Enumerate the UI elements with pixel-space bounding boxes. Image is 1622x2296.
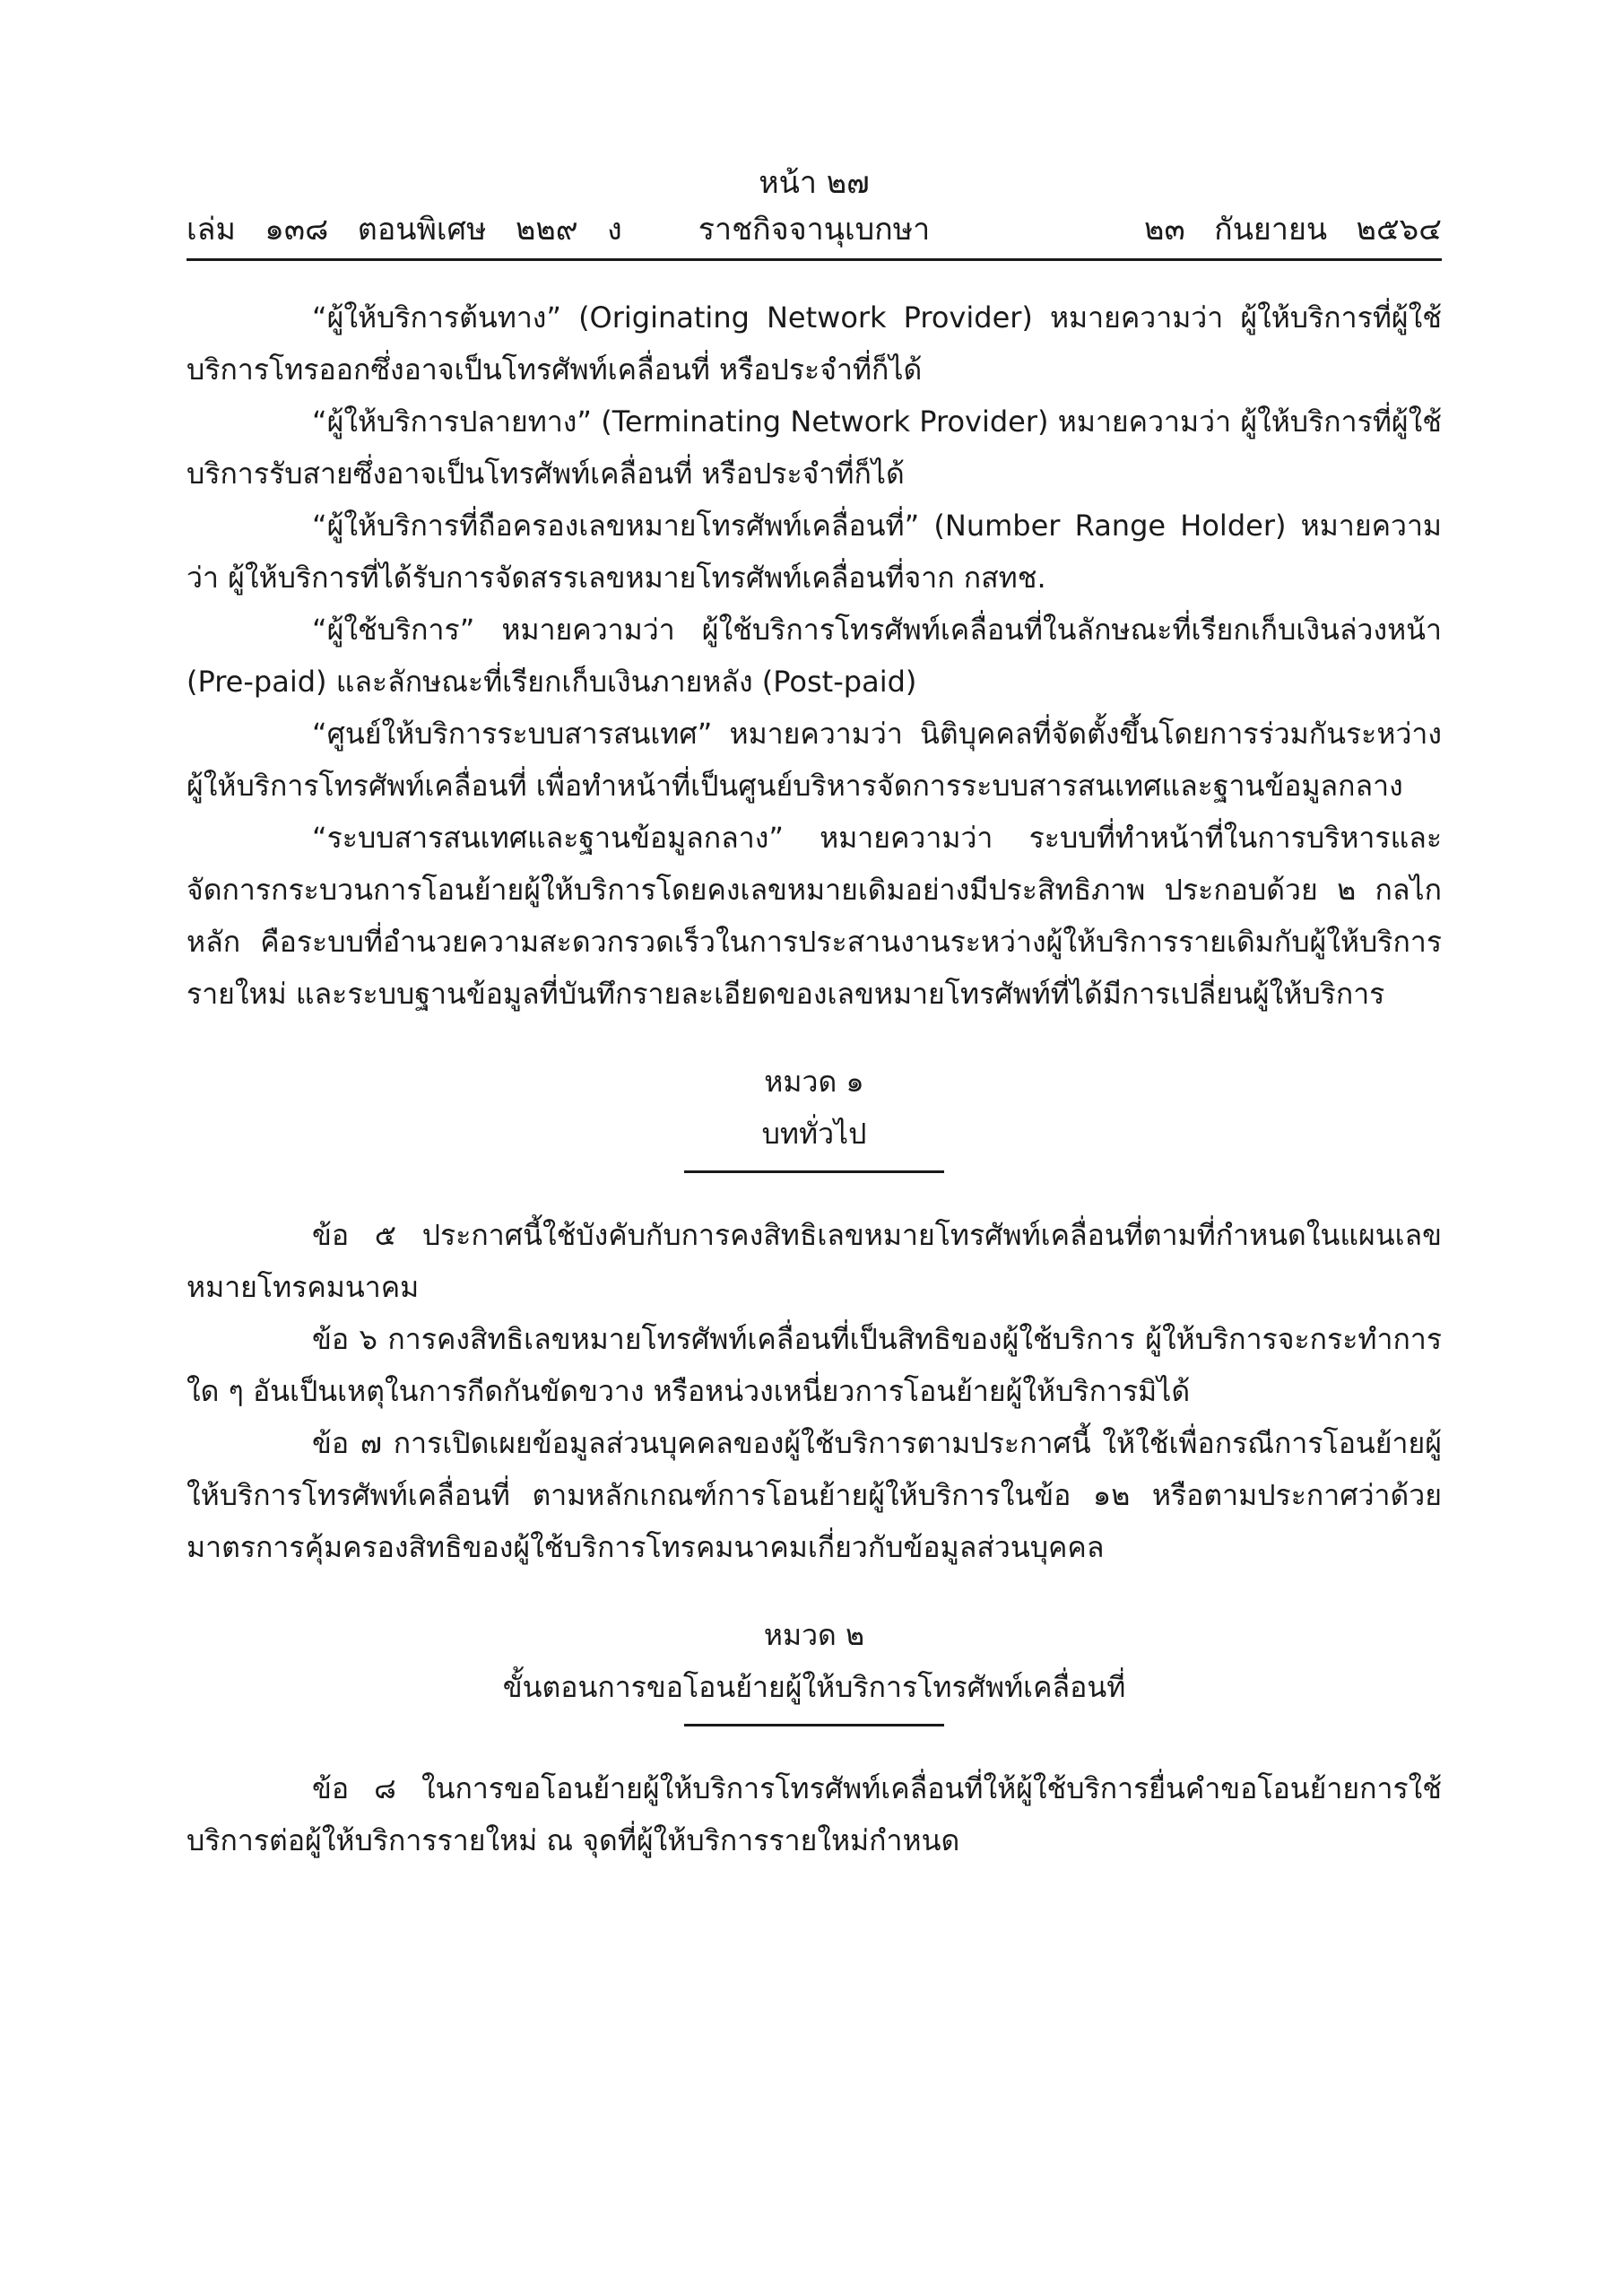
header-divider (186, 258, 1442, 261)
document-body (186, 291, 1442, 1866)
gazette-title: ราชกิจจานุเบกษา (698, 212, 931, 248)
page-number: หน้า ๒๗ (759, 165, 870, 201)
chapter-2-divider (684, 1724, 944, 1726)
definition-terminating-provider: “ผู้ให้บริการปลายทาง” (Terminating Network Provider) หมายความว่า ผู้ให้บริการที่ผู้ใช้บริการรับสายซึ่งอาจเป็นโทรศัพท์เคลื่อนที่ หรือประจำที่ก็ได้ (186, 404, 1442, 491)
gazette-header (186, 204, 1442, 255)
clause-6: ข้อ ๖ การคงสิทธิเลขหมายโทรศัพท์เคลื่อนที่เป็นสิทธิของผู้ใช้บริการ ผู้ให้บริการจะกระทำการใด ๆ อันเป็นเหตุในการกีดกันขัดขวาง หรือหน่วงเหนี่ยวการโอนย้ายผู้ให้บริการมิได้ (186, 1322, 1442, 1408)
chapter-1-title: บททั่วไป (761, 1117, 867, 1151)
clause-5: ข้อ ๕ ประกาศนี้ใช้บังคับกับการคงสิทธิเลขหมายโทรศัพท์เคลื่อนที่ตามที่กำหนดในแผนเลขหมายโทรคมนาคม (186, 1218, 1442, 1304)
volume-issue: เล่ม ๑๓๘ ตอนพิเศษ ๒๒๙ ง (186, 212, 622, 248)
definition-user: “ผู้ใช้บริการ” หมายความว่า ผู้ใช้บริการโทรศัพท์เคลื่อนที่ในลักษณะที่เรียกเก็บเงินล่วงหน้า (Pre-paid) และลักษณะที่เรียกเก็บเงินภายหลัง (Post-paid) (186, 613, 1442, 699)
gazette-page (186, 161, 1442, 1866)
chapter-2-heading (186, 1609, 1442, 1713)
chapter-2-number: หมวด ๒ (763, 1618, 865, 1652)
definition-central-database: “ระบบสารสนเทศและฐานข้อมูลกลาง” หมายความว่า ระบบที่ทำหน้าที่ในการบริหารและจัดการกระบวนการโอนย้ายผู้ให้บริการโดยคงเลขหมายเดิมอย่างมีประสิทธิภาพ ประกอบด้วย ๒ กลไกหลัก คือระบบที่อำนวยความสะดวกรวดเร็วในการประสานงานระหว่างผู้ให้บริการรายเดิมกับผู้ให้บริการรายใหม่ และระบบฐานข้อมูลที่บันทึกรายละเอียดของเลขหมายโทรศัพท์ที่ได้มีการเปลี่ยนผู้ให้บริการ (186, 821, 1442, 1011)
clause-7: ข้อ ๗ การเปิดเผยข้อมูลส่วนบุคคลของผู้ใช้บริการตามประกาศนี้ ให้ใช้เพื่อกรณีการโอนย้ายผู้ให้บริการโทรศัพท์เคลื่อนที่ ตามหลักเกณฑ์การโอนย้ายผู้ให้บริการในข้อ ๑๒ หรือตามประกาศว่าด้วยมาตรการคุ้มครองสิทธิของผู้ใช้บริการโทรคมนาคมเกี่ยวกับข้อมูลส่วนบุคคล (186, 1426, 1442, 1564)
chapter-1-number: หมวด ๑ (764, 1065, 864, 1099)
chapter-2-title: ขั้นตอนการขอโอนย้ายผู้ให้บริการโทรศัพท์เคลื่อนที่ (502, 1670, 1126, 1704)
definition-number-range-holder: “ผู้ให้บริการที่ถือครองเลขหมายโทรศัพท์เคลื่อนที่” (Number Range Holder) หมายความว่า ผู้ให้บริการที่ได้รับการจัดสรรเลขหมายโทรศัพท์เคลื่อนที่จาก กสทช. (186, 509, 1442, 595)
clause-8: ข้อ ๘ ในการขอโอนย้ายผู้ให้บริการโทรศัพท์เคลื่อนที่ให้ผู้ใช้บริการยื่นคำขอโอนย้ายการใช้บริการต่อผู้ให้บริการรายใหม่ ณ จุดที่ผู้ให้บริการรายใหม่กำหนด (186, 1771, 1442, 1857)
definition-originating-provider: “ผู้ให้บริการต้นทาง” (Originating Network Provider) หมายความว่า ผู้ให้บริการที่ผู้ใช้บริการโทรออกซึ่งอาจเป็นโทรศัพท์เคลื่อนที่ หรือประจำที่ก็ได้ (186, 300, 1442, 387)
definition-information-center: “ศูนย์ให้บริการระบบสารสนเทศ” หมายความว่า นิติบุคคลที่จัดตั้งขึ้นโดยการร่วมกันระหว่างผู้ให้บริการโทรศัพท์เคลื่อนที่ เพื่อทำหน้าที่เป็นศูนย์บริหารจัดการระบบสารสนเทศและฐานข้อมูลกลาง (186, 717, 1442, 803)
publication-date: ๒๓ กันยายน ๒๕๖๔ (1144, 212, 1442, 248)
chapter-1-divider (684, 1170, 944, 1173)
chapter-1-heading (186, 1056, 1442, 1160)
